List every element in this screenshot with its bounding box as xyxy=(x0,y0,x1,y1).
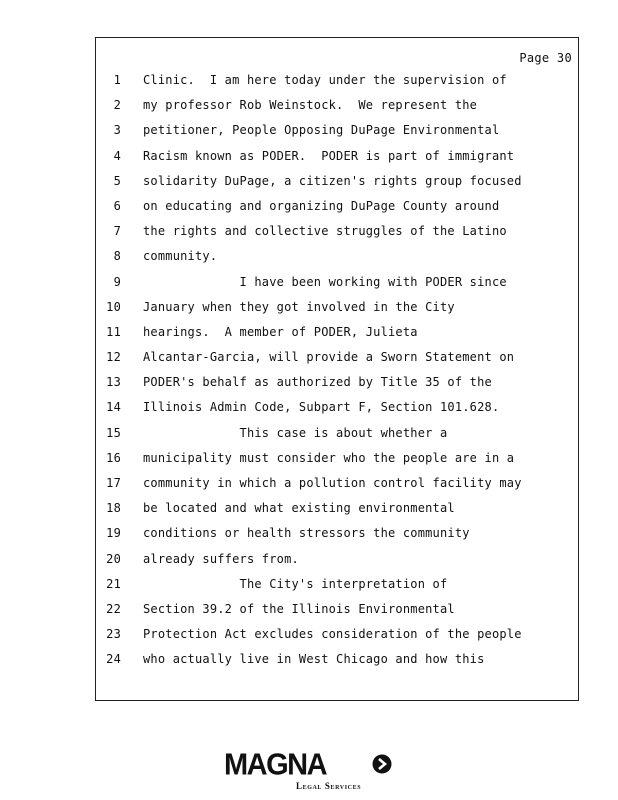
line-text: Protection Act excludes consideration of the people xyxy=(143,627,522,642)
transcript-line xyxy=(96,224,578,249)
line-number: 24 xyxy=(106,652,121,667)
line-text: already suffers from. xyxy=(143,551,299,566)
line-text: The City's interpretation of xyxy=(143,576,448,591)
transcript-line xyxy=(96,300,578,325)
transcript-line xyxy=(96,375,578,400)
line-text: the rights and collective struggles of the Latino xyxy=(143,224,507,239)
line-number: 7 xyxy=(113,224,121,239)
transcript-line xyxy=(96,149,578,174)
line-text: municipality must consider who the people are in a xyxy=(143,450,515,465)
line-number: 17 xyxy=(106,476,121,490)
transcript-line xyxy=(96,501,578,526)
transcript-lines xyxy=(96,73,578,678)
line-number: 21 xyxy=(106,576,121,591)
line-text: PODER's behalf as authorized by Title 35 of the xyxy=(143,375,492,390)
transcript-line xyxy=(96,552,578,577)
transcript-line xyxy=(96,451,578,476)
magna-logo xyxy=(224,748,396,794)
line-number: 12 xyxy=(106,350,121,365)
line-number: 19 xyxy=(106,526,121,541)
line-text: Section 39.2 of the Illinois Environmental xyxy=(143,601,455,616)
line-text: who actually live in West Chicago and how this xyxy=(143,652,485,667)
line-text: community. xyxy=(143,249,218,264)
line-number: 10 xyxy=(106,299,121,314)
line-text: Clinic. I am here today under the supervision of xyxy=(143,73,507,87)
transcript-line xyxy=(96,249,578,274)
line-number: 11 xyxy=(106,324,121,339)
line-number: 22 xyxy=(106,601,121,616)
line-number: 18 xyxy=(106,501,121,516)
logo-subtitle: Legal Services xyxy=(296,781,362,791)
transcript-line xyxy=(96,526,578,551)
line-text: Alcantar-Garcia, will provide a Sworn Statement on xyxy=(143,350,515,365)
transcript-line xyxy=(96,98,578,123)
transcript-line xyxy=(96,174,578,199)
transcript-line xyxy=(96,476,578,501)
transcript-line xyxy=(96,602,578,627)
line-text: January when they got involved in the City xyxy=(143,299,455,314)
line-text: community in which a pollution control facility may xyxy=(143,476,522,490)
line-text: hearings. A member of PODER, Julieta xyxy=(143,324,418,339)
line-number: 14 xyxy=(106,400,121,415)
line-text: petitioner, People Opposing DuPage Environmental xyxy=(143,123,500,138)
transcript-line xyxy=(96,627,578,652)
line-number: 4 xyxy=(113,148,121,163)
line-number: 1 xyxy=(113,73,121,87)
line-number: 3 xyxy=(113,123,121,138)
transcript-line xyxy=(96,426,578,451)
transcript-line xyxy=(96,577,578,602)
transcript-line xyxy=(96,73,578,98)
transcript-line xyxy=(96,652,578,677)
transcript-line xyxy=(96,123,578,148)
transcript-line xyxy=(96,350,578,375)
page-number: Page 30 xyxy=(519,51,572,65)
line-number: 23 xyxy=(106,627,121,642)
logo-wordmark: MAGNA xyxy=(224,748,327,782)
transcript-line xyxy=(96,325,578,350)
line-number: 15 xyxy=(106,425,121,440)
transcript-line xyxy=(96,275,578,300)
line-text: I have been working with PODER since xyxy=(143,274,507,289)
line-number: 9 xyxy=(113,274,121,289)
line-number: 16 xyxy=(106,450,121,465)
line-number: 6 xyxy=(113,198,121,213)
transcript-line xyxy=(96,199,578,224)
line-text: conditions or health stressors the community xyxy=(143,526,470,541)
line-number: 13 xyxy=(106,375,121,390)
transcript-line xyxy=(96,400,578,425)
line-text: solidarity DuPage, a citizen's rights group focused xyxy=(143,173,522,188)
line-number: 20 xyxy=(106,551,121,566)
line-text: This case is about whether a xyxy=(143,425,448,440)
line-text: my professor Rob Weinstock. We represent the xyxy=(143,98,478,113)
line-text: be located and what existing environmental xyxy=(143,501,455,516)
chevron-right-icon xyxy=(372,754,392,774)
line-number: 8 xyxy=(113,249,121,264)
line-number: 2 xyxy=(113,98,121,113)
line-text: Racism known as PODER. PODER is part of immigrant xyxy=(143,148,515,163)
transcript-page xyxy=(95,37,579,701)
line-text: on educating and organizing DuPage County around xyxy=(143,198,500,213)
line-text: Illinois Admin Code, Subpart F, Section 101.628. xyxy=(143,400,500,415)
line-number: 5 xyxy=(113,173,121,188)
